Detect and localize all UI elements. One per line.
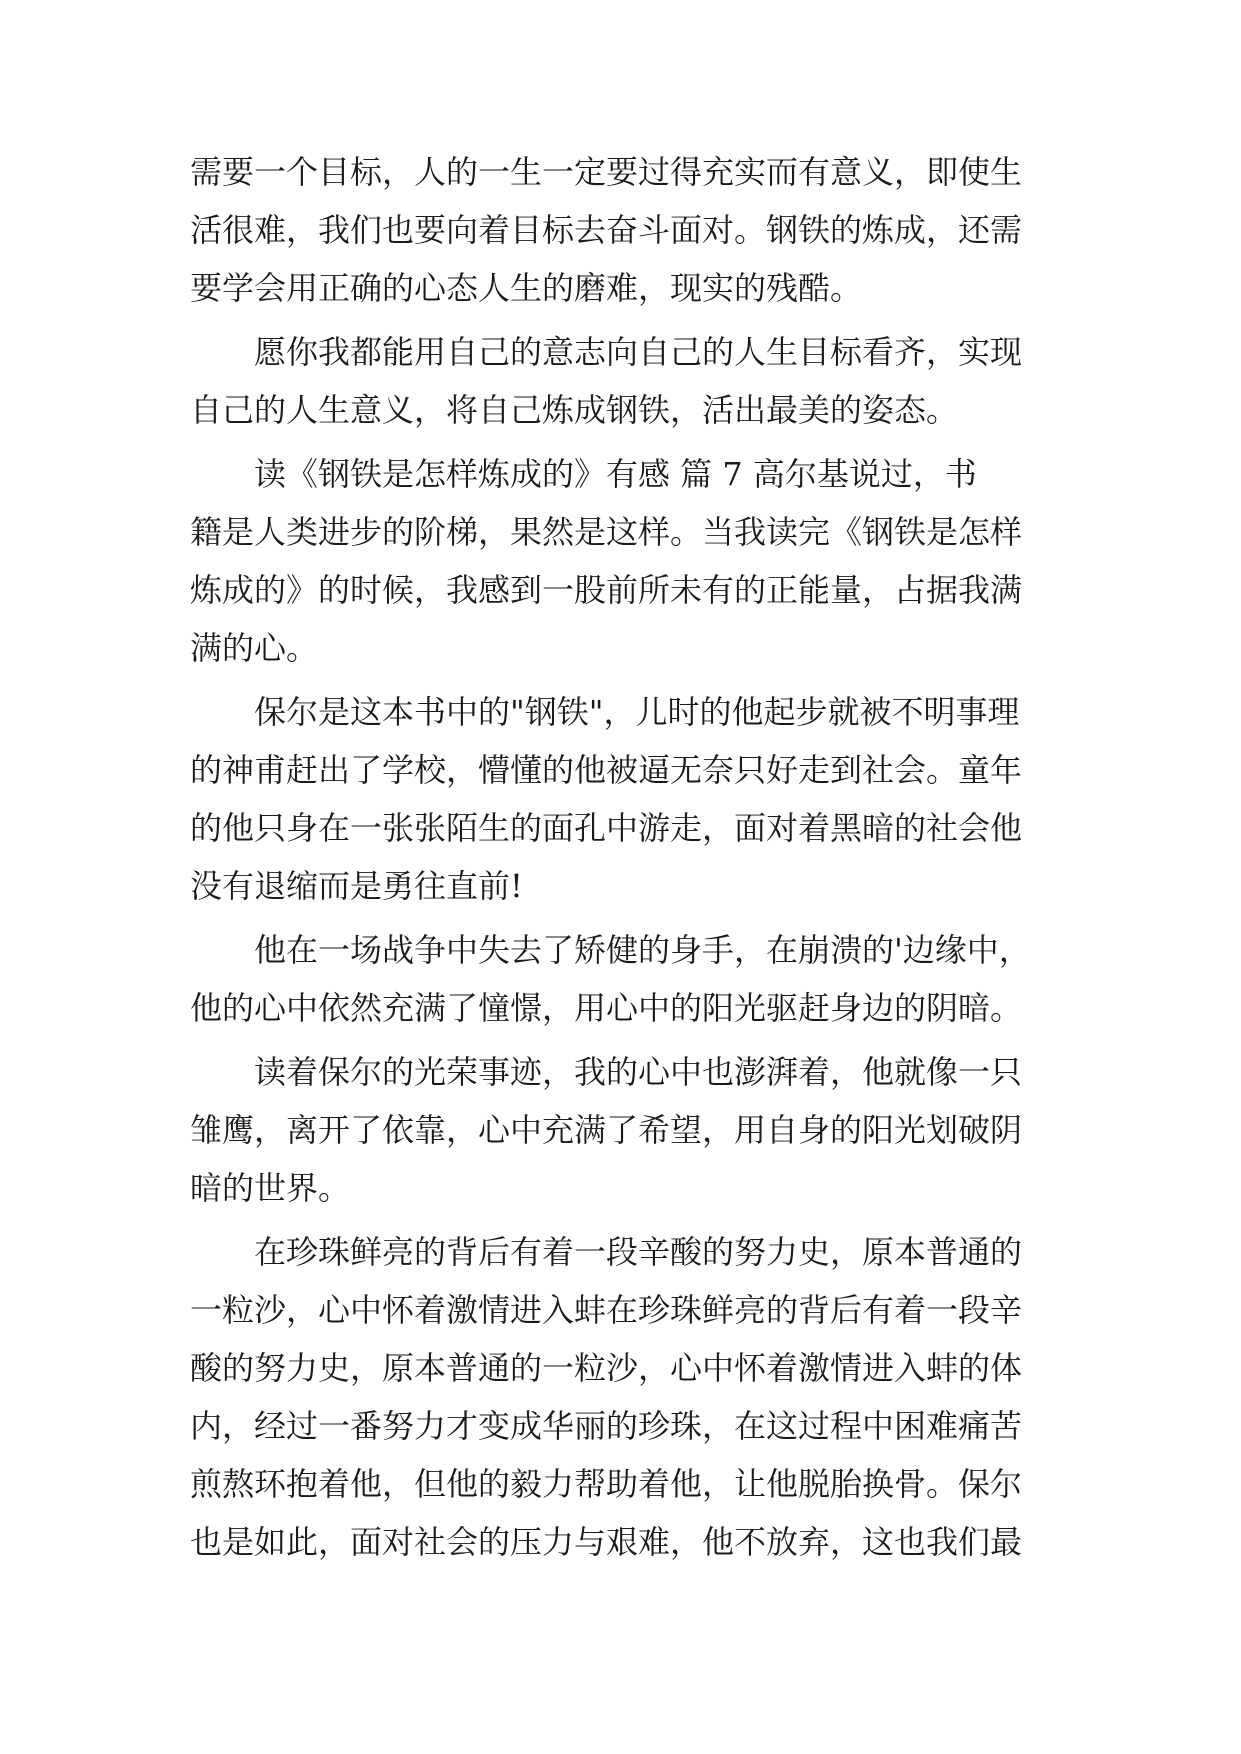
text-line: 要学会用正确的心态人生的磨难，现实的残酷。 — [190, 269, 863, 307]
text-line: 的神甫赶出了学校，懵懂的他被逼无奈只好走到社会。童年 — [190, 751, 1023, 789]
text-line: 的他只身在一张张陌生的面孔中游走，面对着黑暗的社会他 — [190, 809, 1023, 847]
paragraph-start-line: 在珍珠鲜亮的背后有着一段辛酸的努力史，原本普通的 — [254, 1233, 1023, 1271]
text-line: 内，经过一番努力才变成华丽的珍珠，在这过程中困难痛苦 — [190, 1407, 1023, 1445]
text-line: 满的心。 — [190, 629, 319, 667]
text-line: 自己的人生意义，将自己炼成钢铁，活出最美的姿态。 — [190, 391, 959, 429]
text-line: 煎熬环抱着他，但他的毅力帮助着他，让他脱胎换骨。保尔 — [190, 1465, 1023, 1503]
text-line: 也是如此，面对社会的压力与艰难，他不放弃，这也我们最 — [190, 1523, 1023, 1561]
paragraph-start-line: 保尔是这本书中的"钢铁"，儿时的他起步就被不明事理 — [254, 693, 1020, 731]
section-heading-line: 读《钢铁是怎样炼成的》有感 篇 7 高尔基说过，书 — [254, 455, 977, 493]
paragraph-start-line: 读着保尔的光荣事迹，我的心中也澎湃着，他就像一只 — [254, 1053, 1023, 1091]
text-line: 暗的世界。 — [190, 1169, 351, 1207]
text-line: 籍是人类进步的阶梯，果然是这样。当我读完《钢铁是怎样 — [190, 513, 1023, 551]
text-line: 他的心中依然充满了憧憬，用心中的阳光驱赶身边的阴暗。 — [190, 989, 1023, 1027]
text-line: 需要一个目标，人的一生一定要过得充实而有意义，即使生 — [190, 153, 1023, 191]
text-line: 炼成的》的时候，我感到一股前所未有的正能量，占据我满 — [190, 571, 1023, 609]
text-line: 活很难，我们也要向着目标去奋斗面对。钢铁的炼成，还需 — [190, 211, 1023, 249]
text-line: 一粒沙，心中怀着激情进入蚌在珍珠鲜亮的背后有着一段辛 — [190, 1291, 1023, 1329]
text-line: 没有退缩而是勇往直前! — [190, 867, 523, 905]
paragraph-start-line: 他在一场战争中失去了矫健的身手，在崩溃的'边缘中， — [254, 931, 1031, 969]
text-line: 雏鹰，离开了依靠，心中充满了希望，用自身的阳光划破阴 — [190, 1111, 1023, 1149]
text-line: 酸的努力史，原本普通的一粒沙，心中怀着激情进入蚌的体 — [190, 1349, 1023, 1387]
paragraph-start-line: 愿你我都能用自己的意志向自己的人生目标看齐，实现 — [254, 333, 1023, 371]
